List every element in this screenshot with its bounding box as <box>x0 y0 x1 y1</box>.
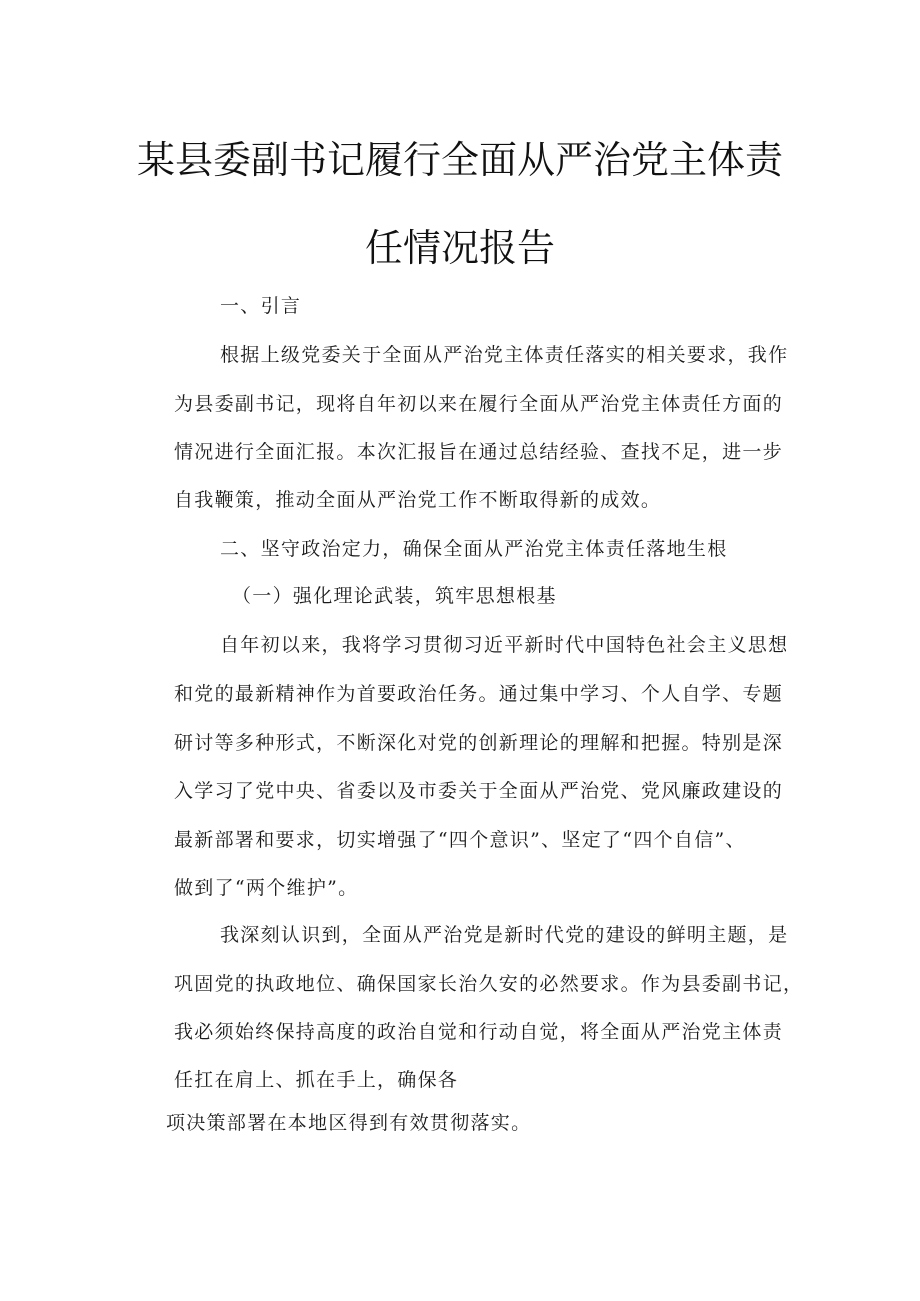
paragraph-line: 巩固党的执政地位、确保国家长治久安的必然要求。作为县委副书记， <box>174 973 804 995</box>
paragraph-line: 研讨等多种形式，不断深化对党的创新理论的理解和把握。特别是深 <box>174 732 784 754</box>
paragraph-line: 自我鞭策，推动全面从严治党工作不断取得新的成效。 <box>174 489 662 511</box>
document-title-line-1: 某县委副书记履行全面从严治党主体责 <box>136 138 783 182</box>
paragraph-line: 任扛在肩上、抓在手上，确保各 <box>174 1069 459 1091</box>
paragraph-line: 情况进行全面汇报。本次汇报旨在通过总结经验、查找不足，进一步 <box>174 441 784 463</box>
paragraph-line: 做到了“两个维护”。 <box>174 877 359 899</box>
paragraph-line: 项决策部署在本地区得到有效贯彻落实。 <box>166 1112 532 1134</box>
subsection-heading-one: （一）强化理论武装，筑牢思想根基 <box>232 585 557 607</box>
paragraph-line: 我深刻认识到，全面从严治党是新时代党的建设的鲜明主题，是 <box>220 924 789 946</box>
paragraph-line: 最新部署和要求，切实增强了“四个意识”、坚定了“四个自信”、 <box>174 829 746 851</box>
paragraph-line: 为县委副书记，现将自年初以来在履行全面从严治党主体责任方面的 <box>174 393 784 415</box>
paragraph-line: 根据上级党委关于全面从严治党主体责任落实的相关要求，我作 <box>220 344 789 366</box>
paragraph-line: 和党的最新精神作为首要政治任务。通过集中学习、个人自学、专题 <box>174 683 784 705</box>
paragraph-line: 自年初以来，我将学习贯彻习近平新时代中国特色社会主义思想 <box>220 634 789 656</box>
document-title-line-2: 任情况报告 <box>364 226 555 270</box>
section-heading-intro: 一、引言 <box>220 295 302 317</box>
paragraph-line: 入学习了党中央、省委以及市委关于全面从严治党、党风廉政建设的 <box>174 780 784 802</box>
section-heading-two: 二、坚守政治定力，确保全面从严治党主体责任落地生根 <box>220 538 728 560</box>
paragraph-line: 我必须始终保持高度的政治自觉和行动自觉，将全面从严治党主体责 <box>174 1021 784 1043</box>
